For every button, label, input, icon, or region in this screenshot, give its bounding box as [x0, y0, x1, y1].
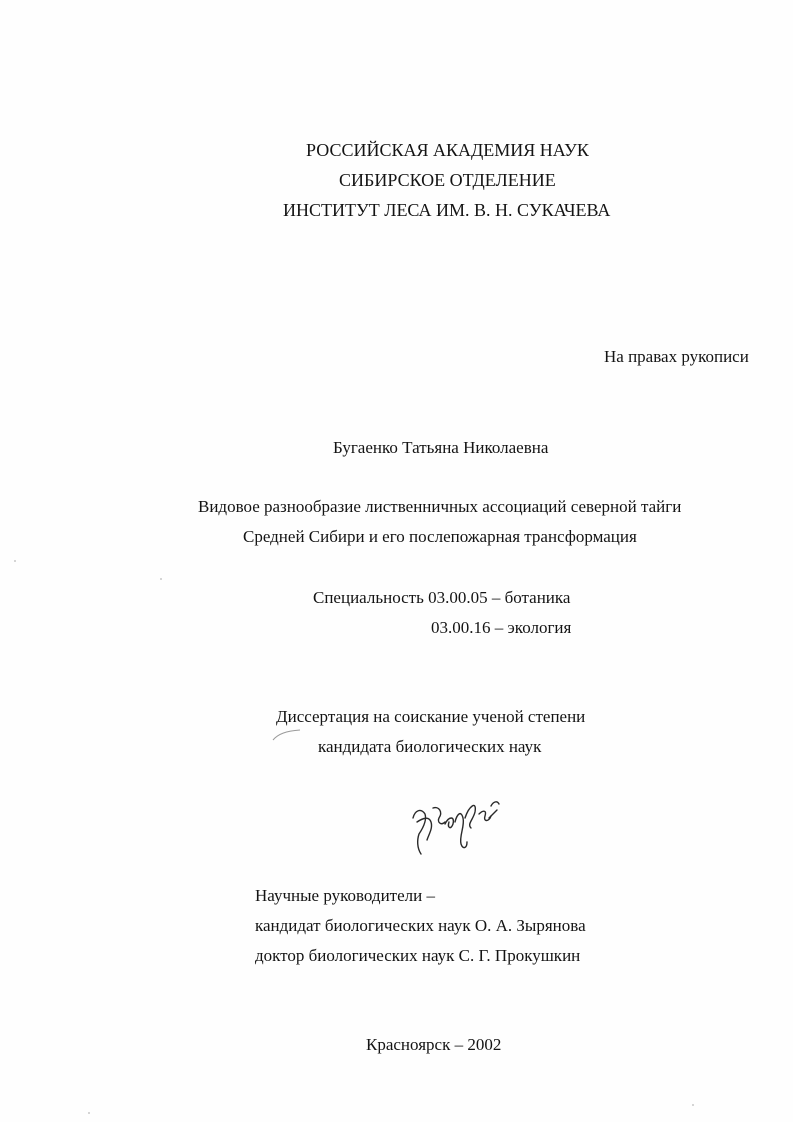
specialty-line-2: 03.00.16 – экология — [431, 618, 572, 637]
supervisor-first: кандидат биологических наук О. А. Зырянова — [255, 916, 586, 935]
scan-speck — [88, 1112, 90, 1114]
scan-speck — [692, 1104, 694, 1106]
title-line-1: Видовое разнообразие лиственничных ассоциаций северной тайги — [198, 497, 682, 516]
title-line-2: Средней Сибири и его послепожарная трансформация — [243, 527, 637, 546]
degree-line-1: Диссертация на соискание ученой степени — [276, 707, 586, 726]
degree-line-2: кандидата биологических наук — [318, 737, 542, 756]
author-name: Бугаенко Татьяна Николаевна — [333, 438, 549, 457]
pencil-mark — [272, 728, 302, 742]
city-year: Красноярск – 2002 — [366, 1035, 502, 1054]
handwritten-signature — [405, 788, 505, 858]
specialty-line-1: Специальность 03.00.05 – ботаника — [313, 588, 571, 607]
rights-note: На правах рукописи — [604, 347, 749, 366]
header-institute: ИНСТИТУТ ЛЕСА ИМ. В. Н. СУКАЧЕВА — [283, 200, 611, 220]
header-academy: РОССИЙСКАЯ АКАДЕМИЯ НАУК — [306, 140, 589, 160]
header-branch: СИБИРСКОЕ ОТДЕЛЕНИЕ — [339, 170, 556, 190]
scan-speck — [14, 560, 16, 562]
scan-speck — [160, 578, 162, 580]
supervisors-heading: Научные руководители – — [255, 886, 435, 905]
supervisor-second: доктор биологических наук С. Г. Прокушкин — [255, 946, 581, 965]
